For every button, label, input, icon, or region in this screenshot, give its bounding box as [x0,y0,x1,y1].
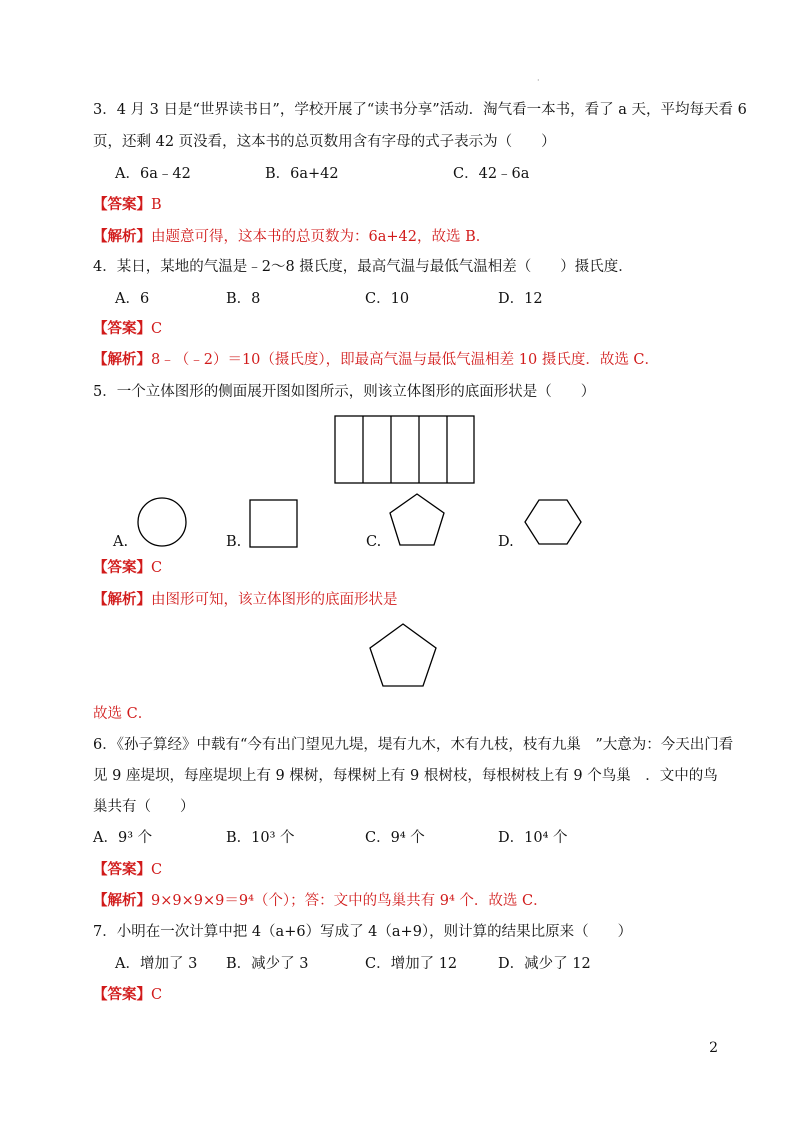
q3-line2: 页，还剩 42 页没看，这本书的总页数用含有字母的式子表示为（ ） [93,134,556,150]
q6-option-a: A．9³ 个 [93,830,153,846]
answer-value: C [151,862,163,878]
analysis-tag: 【解析】 [93,351,151,368]
q7-option-b: B．减少了 3 [226,956,309,972]
analysis-text: 8﹣（﹣2）＝10（摄氏度），即最高气温与最低气温相差 10 摄氏度．故选 C． [151,352,660,368]
lateral-net-figure [334,415,476,485]
hexagon-shape-icon [523,498,583,546]
analysis-text: 由题意可得，这本书的总页数为：6a+42，故选 B． [151,229,491,245]
q5-line1: 5．一个立体图形的侧面展开图如图所示，则该立体图形的底面形状是（ ） [93,384,596,400]
q5-answer-row [93,558,162,578]
q7-option-d: D．减少了 12 [498,956,591,972]
q4-line1: 4．某日，某地的气温是﹣2～8 摄氏度，最高气温与最低气温相差（ ）摄氏度． [93,259,633,275]
q5-option-a: A. [113,534,129,550]
q3-option-c: C．42﹣6a [453,166,530,182]
answer-tag: 【答案】 [93,861,151,878]
q4-answer-row [93,319,162,339]
q3-analysis-row [93,227,490,247]
header-dot: · [537,76,540,85]
answer-tag: 【答案】 [93,196,151,213]
square-shape-icon [249,499,299,549]
q4-option-b: B．8 [226,291,261,307]
q6-answer-row [93,860,162,880]
answer-value: B [151,197,162,213]
page-number: 2 [709,1040,718,1056]
answer-tag: 【答案】 [93,320,151,337]
q4-option-a: A．6 [115,291,150,307]
analysis-tag: 【解析】 [93,892,151,909]
q4-option-c: C．10 [365,291,410,307]
q4-analysis-row [93,350,659,370]
answer-tag: 【答案】 [93,559,151,576]
q5-conclusion: 故选 C． [93,706,153,722]
circle-shape-icon [136,496,188,548]
q6-option-b: B．10³ 个 [226,830,295,846]
analysis-tag: 【解析】 [93,228,151,245]
q6-analysis-row [93,891,548,911]
analysis-text: 9×9×9×9＝9⁴（个）；答：文中的鸟巢共有 9⁴ 个．故选 C． [151,893,548,909]
answer-tag: 【答案】 [93,986,151,1003]
q7-option-c: C．增加了 12 [365,956,458,972]
q6-line2: 见 9 座堤坝，每座堤坝上有 9 棵树，每棵树上有 9 根树枝，每根树枝上有 9 个鸟巢 ．文中的鸟 [93,768,718,784]
q3-line1: 3．4 月 3 日是“世界读书日”，学校开展了“读书分享”活动．淘气看一本书，看了 a 天，平均每天看 6 [93,102,747,118]
answer-value: C [151,987,163,1003]
answer-value: C [151,560,163,576]
q3-option-a: A．6a﹣42 [115,166,191,182]
q7-option-a: A．增加了 3 [115,956,198,972]
q7-line1: 7．小明在一次计算中把 4（a+6）写成了 4（a+9），则计算的结果比原来（ ） [93,924,633,940]
pentagon-shape-icon [388,492,446,548]
q5-option-b: B. [226,534,242,550]
q6-option-d: D．10⁴ 个 [498,830,568,846]
analysis-text: 由图形可知，该立体图形的底面形状是 [151,592,398,608]
pentagon-solution-icon [368,622,438,688]
q6-line3: 巢共有（ ） [93,799,195,815]
q7-answer-row [93,985,162,1005]
q5-option-c: C. [366,534,382,550]
q4-option-d: D．12 [498,291,543,307]
q5-option-d: D. [498,534,514,550]
q5-analysis-row [93,590,398,610]
q6-line1: 6．《孙子算经》中载有“今有出门望见九堤，堤有九木，木有九枝，枝有九巢 ”大意为：今天出门看 [93,737,734,753]
net-outline [335,416,474,483]
answer-value: C [151,321,163,337]
q3-answer-row [93,195,162,215]
q3-option-b: B．6a+42 [265,166,339,182]
q6-option-c: C．9⁴ 个 [365,830,425,846]
analysis-tag: 【解析】 [93,591,151,608]
